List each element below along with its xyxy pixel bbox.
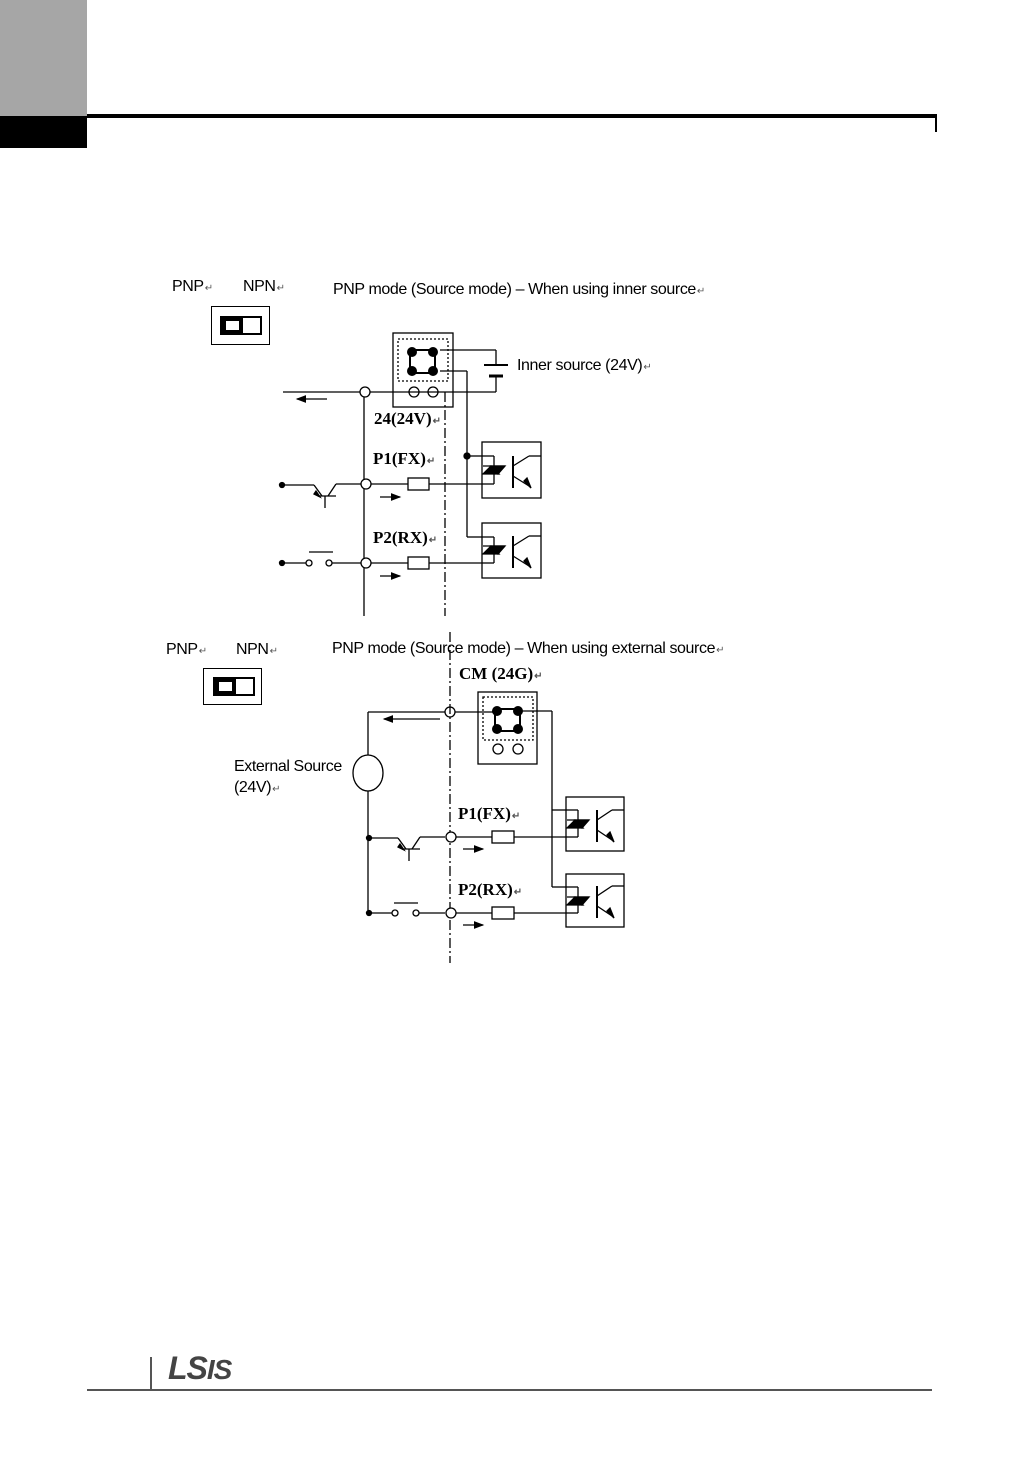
- diagram1-terminal-24v-label: 24(24V)↵: [374, 409, 441, 428]
- diagram1-resistor-p1: [408, 478, 429, 490]
- diagram1-npn-label: NPN↵: [243, 278, 285, 295]
- diagram2-circuit: [353, 632, 624, 963]
- diagram2-resistor-p1: [492, 831, 514, 843]
- diagram2-external-source-voltage: (24V)↵: [234, 779, 281, 796]
- diagram2-optocoupler-p1: [566, 797, 624, 851]
- diagram1-jumper-pins: [407, 347, 438, 376]
- diagram2-npn-label: NPN↵: [236, 641, 278, 658]
- footer-rule: [87, 1389, 932, 1391]
- diagram1-optocoupler-p2: [482, 523, 541, 578]
- diagram2-terminal-p1: [446, 832, 456, 842]
- diagram2-terminal-p1-label: P1(FX)↵: [458, 804, 521, 823]
- diagram2-socket: [513, 744, 523, 754]
- diagram1-circuit: [280, 333, 542, 616]
- diagram1-pnp-label: PNP↵: [172, 278, 213, 295]
- lsis-logo: LSIS: [168, 1350, 232, 1386]
- diagram2-jumper-pins: [492, 706, 523, 734]
- diagram2-jumper-block: [478, 692, 537, 764]
- diagram1-inner-source-label: Inner source (24V)↵: [517, 357, 652, 374]
- diagram2-terminal-p2: [446, 908, 456, 918]
- diagram2-resistor-p2: [492, 907, 514, 919]
- diagram2-title: PNP mode (Source mode) – When using external source↵: [332, 640, 725, 657]
- diagram1-jumper-dotted: [398, 339, 448, 381]
- diagram1-terminal-24v: [360, 387, 370, 397]
- diagram1-terminal-p1-label: P1(FX)↵: [373, 449, 436, 468]
- diagram2-pnp-label: PNP↵: [166, 641, 207, 658]
- diagram2-terminal-p2-label: P2(RX)↵: [458, 880, 523, 899]
- diagram2-external-source-label: External Source: [234, 758, 342, 775]
- diagram1-terminal-p1: [361, 479, 371, 489]
- diagram2-external-source: [353, 755, 383, 791]
- footer-divider: [150, 1357, 152, 1389]
- diagram1-title: PNP mode (Source mode) – When using inner source↵: [333, 281, 705, 298]
- diagram1-terminal-p2-label: P2(RX)↵: [373, 528, 438, 547]
- diagram2-cm-label: CM (24G)↵: [459, 664, 543, 683]
- diagram1-optocoupler-p1: [482, 442, 541, 498]
- diagram2-socket: [493, 744, 503, 754]
- diagram1-jumper-block: [393, 333, 453, 407]
- diagram2-optocoupler-p2: [566, 874, 624, 927]
- diagram1-terminal-p2: [361, 558, 371, 568]
- diagram2-jumper-dotted: [483, 697, 533, 740]
- diagram1-resistor-p2: [408, 557, 429, 569]
